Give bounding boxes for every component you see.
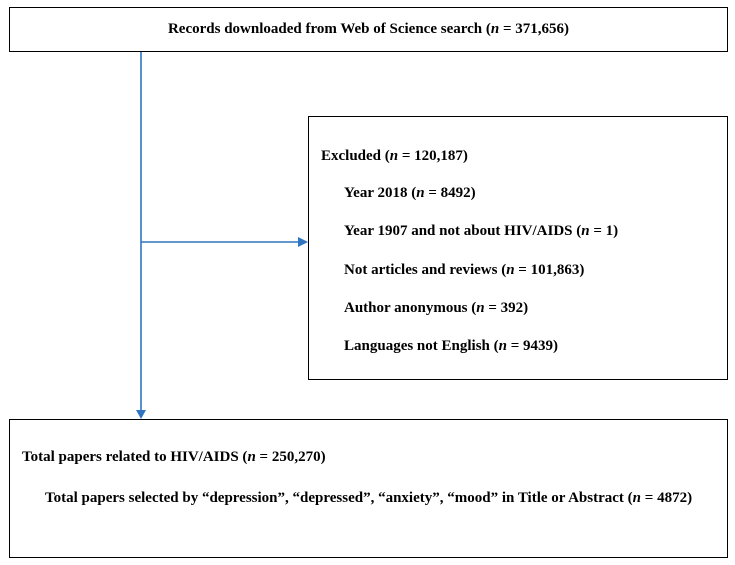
excluded-item-year-1907: Year 1907 and not about HIV/AIDS (n = 1) — [344, 223, 619, 239]
excluded-heading: Excluded (n = 120,187) — [321, 148, 468, 164]
total-papers-heading: Total papers related to HIV/AIDS (n = 250,270) — [22, 449, 326, 465]
excluded-item-not-articles: Not articles and reviews (n = 101,863) — [344, 262, 585, 278]
records-downloaded-box — [9, 7, 728, 52]
main-flow-arrowhead — [136, 410, 146, 419]
excluded-box — [308, 116, 728, 380]
exclusion-branch-arrowhead — [298, 237, 308, 247]
records-downloaded-text: Records downloaded from Web of Science search (n = 371,656) — [167, 21, 570, 37]
excluded-item-author-anonymous: Author anonymous (n = 392) — [344, 300, 529, 316]
total-papers-box — [9, 419, 728, 558]
total-papers-selected-text: Total papers selected by “depression”, “depressed”, “anxiety”, “mood” in Title or Abstract (n = 4872) — [45, 490, 693, 506]
excluded-item-languages: Languages not English (n = 9439) — [344, 338, 559, 354]
excluded-item-year-2018: Year 2018 (n = 8492) — [344, 185, 476, 201]
